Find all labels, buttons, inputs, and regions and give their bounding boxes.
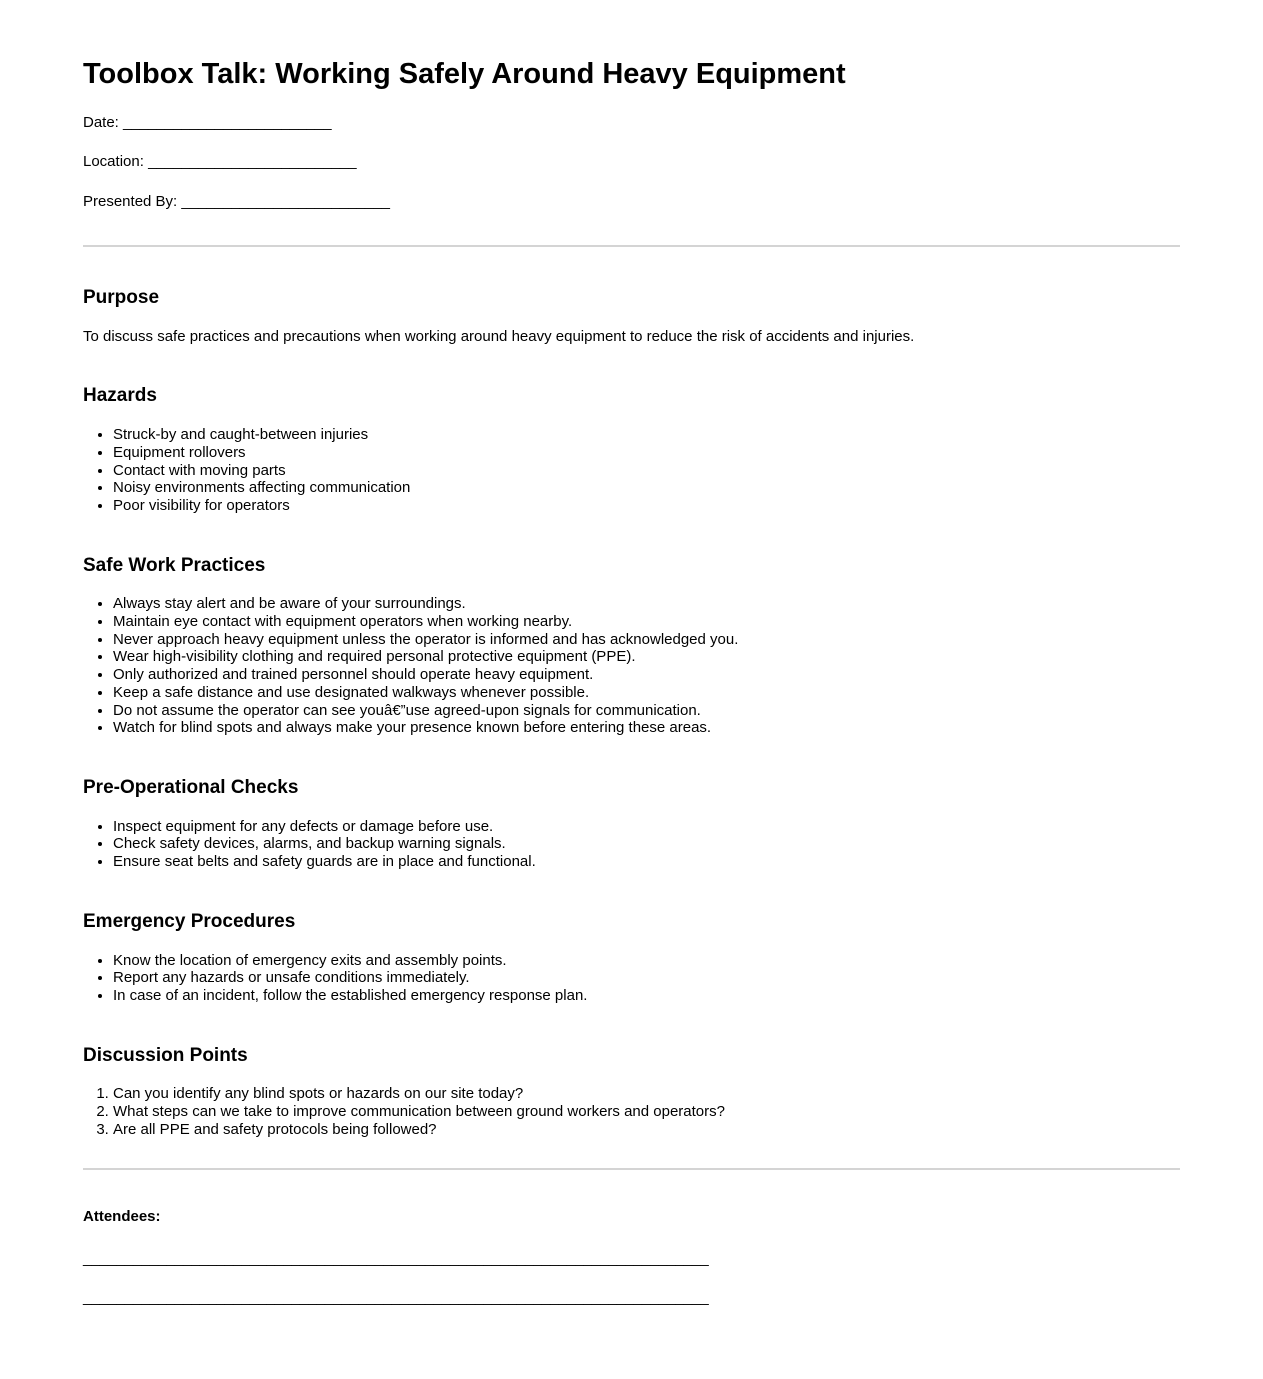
list-item: • Watch for blind spots and always make your presence known before entering these areas. bbox=[113, 719, 1180, 737]
list-item: • Never approach heavy equipment unless the operator is informed and has acknowledged you. bbox=[113, 631, 1180, 649]
section-safe-work-practices bbox=[83, 555, 1180, 737]
field-date bbox=[83, 114, 1180, 132]
section-attendees bbox=[83, 1208, 1180, 1306]
list-item: • In case of an incident, follow the established emergency response plan. bbox=[113, 987, 1180, 1005]
list-item: • Report any hazards or unsafe conditions immediately. bbox=[113, 969, 1180, 987]
list-item: • Equipment rollovers bbox=[113, 444, 1180, 462]
purpose-heading: Purpose bbox=[83, 286, 160, 308]
pre-op-heading: Pre-Operational Checks bbox=[83, 776, 299, 798]
section-purpose bbox=[83, 287, 1180, 345]
field-location bbox=[83, 153, 1180, 171]
list-item: • Poor visibility for operators bbox=[113, 497, 1180, 515]
signature-line: ___________________________________________________________________________ bbox=[83, 1250, 709, 1268]
field-presented-by bbox=[83, 193, 1180, 211]
emergency-list bbox=[83, 952, 1180, 1005]
field-blank-presented-by: _________________________ bbox=[181, 193, 390, 211]
section-hazards bbox=[83, 385, 1180, 514]
discussion-list bbox=[83, 1085, 1180, 1138]
divider-bottom bbox=[83, 1168, 1180, 1170]
list-item: 3. Are all PPE and safety protocols being followed? bbox=[113, 1121, 1180, 1139]
list-item: • Contact with moving parts bbox=[113, 462, 1180, 480]
list-item: • Know the location of emergency exits and assembly points. bbox=[113, 952, 1180, 970]
field-blank-location: _________________________ bbox=[148, 153, 357, 171]
list-item: • Wear high-visibility clothing and required personal protective equipment (PPE). bbox=[113, 648, 1180, 666]
emergency-heading: Emergency Procedures bbox=[83, 910, 296, 932]
list-item: • Do not assume the operator can see youâ€”use agreed-upon signals for communication. bbox=[113, 702, 1180, 720]
list-item: 2. What steps can we take to improve communication between ground workers and operators? bbox=[113, 1103, 1180, 1121]
hazards-heading: Hazards bbox=[83, 385, 157, 407]
list-item: • Keep a safe distance and use designated walkways whenever possible. bbox=[113, 684, 1180, 702]
hazards-list bbox=[83, 426, 1180, 514]
list-item: • Ensure seat belts and safety guards are in place and functional. bbox=[113, 853, 1180, 871]
pre-op-list bbox=[83, 818, 1180, 871]
signature-line: ___________________________________________________________________________ bbox=[83, 1289, 709, 1307]
field-label-location: Location: bbox=[83, 153, 144, 171]
purpose-body: To discuss safe practices and precautions when working around heavy equipment to reduce the risk of accidents and injuries. bbox=[83, 327, 915, 345]
document-title: Toolbox Talk: Working Safely Around Heavy Equipment bbox=[83, 58, 846, 90]
list-item: • Struck-by and caught-between injuries bbox=[113, 426, 1180, 444]
list-item: • Only authorized and trained personnel should operate heavy equipment. bbox=[113, 666, 1180, 684]
list-item: 1. Can you identify any blind spots or hazards on our site today? bbox=[113, 1085, 1180, 1103]
safe-work-heading: Safe Work Practices bbox=[83, 554, 266, 576]
divider-top bbox=[83, 245, 1180, 247]
field-label-date: Date: bbox=[83, 113, 119, 131]
field-label-presented-by: Presented By: bbox=[83, 193, 178, 211]
list-item: • Inspect equipment for any defects or damage before use. bbox=[113, 818, 1180, 836]
field-blank-date: _________________________ bbox=[123, 113, 332, 131]
discussion-heading: Discussion Points bbox=[83, 1044, 248, 1066]
section-discussion-points bbox=[83, 1045, 1180, 1139]
safe-work-list bbox=[83, 595, 1180, 737]
section-pre-operational-checks bbox=[83, 777, 1180, 871]
section-emergency-procedures bbox=[83, 911, 1180, 1005]
attendees-heading: Attendees: bbox=[83, 1208, 161, 1226]
list-item: • Always stay alert and be aware of your surroundings. bbox=[113, 595, 1180, 613]
list-item: • Noisy environments affecting communication bbox=[113, 479, 1180, 497]
list-item: • Check safety devices, alarms, and backup warning signals. bbox=[113, 835, 1180, 853]
list-item: • Maintain eye contact with equipment operators when working nearby. bbox=[113, 613, 1180, 631]
